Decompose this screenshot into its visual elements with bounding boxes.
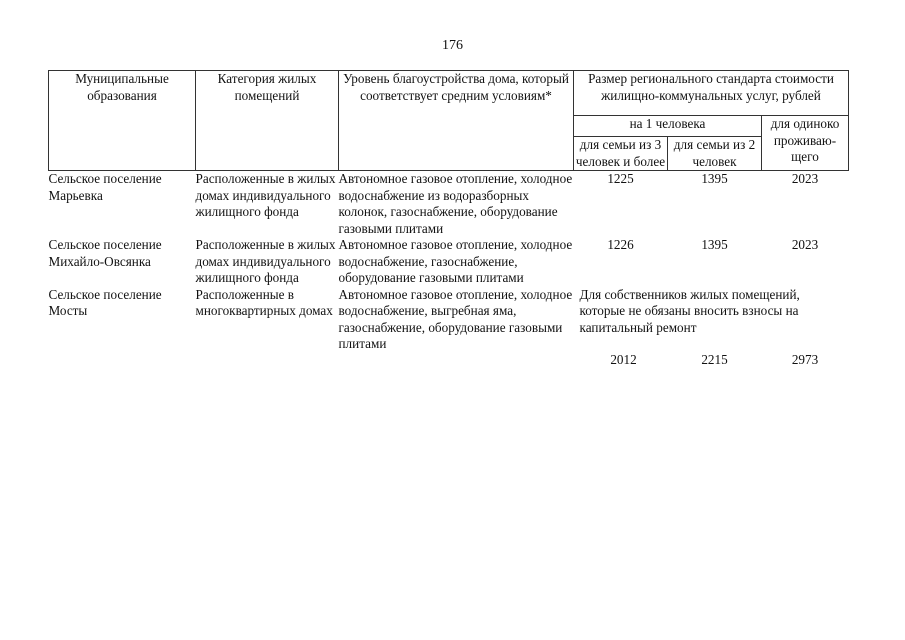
header-family-2: для семьи из 2 человек <box>668 137 762 171</box>
table-row <box>49 237 849 287</box>
cell-family-2: 2215 <box>701 352 728 367</box>
cell-category: Расположенные в многоквартирных домах <box>195 286 333 318</box>
cell-family-3: 2012 <box>610 352 637 367</box>
cell-single: 2023 <box>791 171 819 186</box>
cell-level: Автономное газовое отопление, холодное водоснабжение, выгребная яма, газоснабжение, оборудование газовыми плитами <box>338 286 573 351</box>
regional-standard-table <box>48 70 849 373</box>
cell-family-3: 1225 <box>607 171 634 186</box>
header-single: для одиноко проживаю-щего <box>762 116 849 171</box>
header-municipality: Муниципальные образования <box>49 71 196 171</box>
cell-level: Автономное газовое отопление, холодное водоснабжение, газоснабжение, оборудование газовыми плитами <box>338 237 573 285</box>
cell-note-values <box>574 287 849 373</box>
values-row <box>580 352 849 369</box>
cell-municipality: Сельское поселение Мосты <box>48 286 162 318</box>
header-per-person: на 1 человека <box>574 116 762 137</box>
header-category: Категория жилых помещений <box>196 71 339 171</box>
capital-repair-note: Для собственников жилых помещений, которые не обязаны вносить взносы на капитальный ремонт <box>579 286 800 335</box>
cell-municipality: Сельское поселение Марьевка <box>48 171 162 203</box>
cell-municipality: Сельское поселение Михайло-Овсянка <box>48 237 162 269</box>
header-level: Уровень благоустройства дома, который соответствует средним условиям* <box>339 71 574 171</box>
header-standard-size: Размер регионального стандарта стоимости жилищно-коммунальных услуг, рублей <box>574 71 849 116</box>
cell-category: Расположенные в жилых домах индивидуального жилищного фонда <box>195 237 336 285</box>
table-row <box>49 171 849 238</box>
cell-level: Автономное газовое отопление, холодное водоснабжение из водоразборных колонок, газоснабжение, оборудование газовыми плитами <box>338 171 573 236</box>
cell-single: 2973 <box>791 352 819 367</box>
cell-family-2: 1395 <box>701 171 728 186</box>
table-row <box>49 287 849 373</box>
cell-category: Расположенные в жилых домах индивидуального жилищного фонда <box>195 171 336 219</box>
cell-single: 2023 <box>791 237 819 252</box>
header-family-3: для семьи из 3 человек и более <box>574 137 668 171</box>
page-number: 176 <box>442 38 463 53</box>
cell-family-3: 1226 <box>607 237 634 252</box>
cell-family-2: 1395 <box>701 237 728 252</box>
